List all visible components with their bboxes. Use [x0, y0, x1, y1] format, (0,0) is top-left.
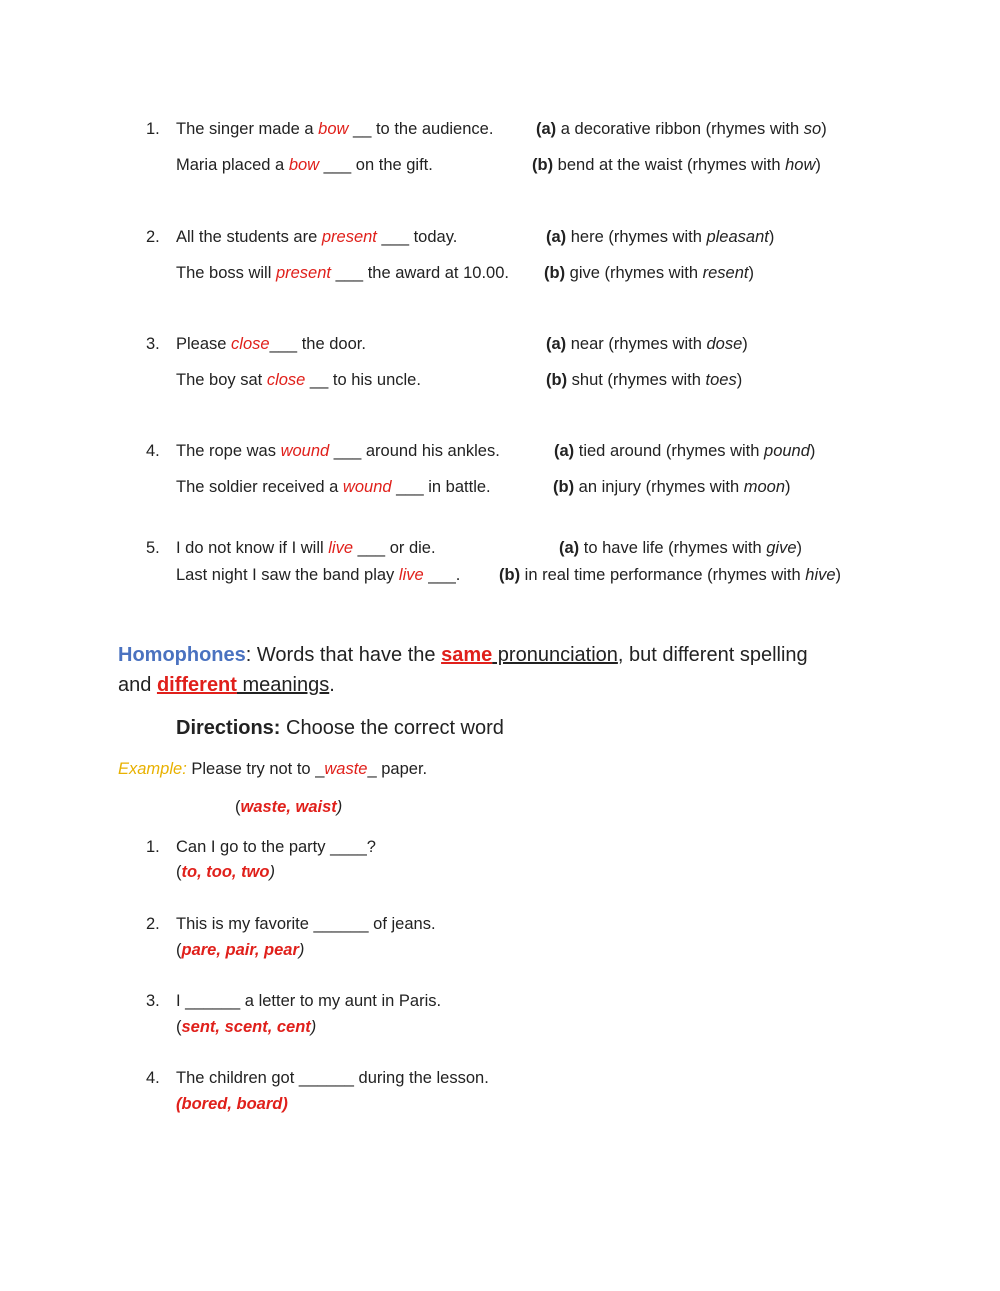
homophones-definition-line-1: Homophones: Words that have the same pronunciation, but different spelling: [118, 644, 808, 666]
sentence-1: I do not know if I will live ___ or die.: [176, 539, 436, 557]
item-number: 5.: [146, 539, 160, 557]
homograph-word: wound: [342, 478, 392, 496]
homophones-definition-line-2: and different meanings.: [118, 674, 335, 696]
homograph-word: bow: [288, 156, 320, 174]
item-number: 4.: [146, 1069, 160, 1087]
item-number: 1.: [146, 120, 160, 138]
exercise-sentence: I ______ a letter to my aunt in Paris.: [176, 992, 442, 1010]
item-number: 2.: [146, 915, 160, 933]
directions: Directions: Choose the correct word: [176, 717, 504, 739]
exercise-options: (to, too, two): [176, 863, 275, 881]
meaning-a: (a) a decorative ribbon (rhymes with so): [536, 120, 827, 138]
sentence-1: The rope was wound ___ around his ankles.: [176, 442, 500, 460]
item-number: 1.: [146, 838, 160, 856]
meaning-b: (b) an injury (rhymes with moon): [553, 478, 791, 496]
example-sentence: Example: Please try not to _waste_ paper.: [118, 760, 428, 778]
example-answer: waste: [324, 760, 368, 778]
homograph-word: present: [321, 228, 377, 246]
homograph-word: wound: [280, 442, 330, 460]
exercise-options: (bored, board): [176, 1095, 288, 1113]
sentence-1: The singer made a bow __ to the audience.: [176, 120, 494, 138]
homophones-term: Homophones: [118, 644, 246, 666]
homograph-word: close: [266, 371, 306, 389]
meaning-b: (b) bend at the waist (rhymes with how): [532, 156, 821, 174]
item-number: 3.: [146, 992, 160, 1010]
meaning-a: (a) tied around (rhymes with pound): [554, 442, 816, 460]
sentence-2: The boy sat close __ to his uncle.: [176, 371, 421, 389]
sentence-2: Last night I saw the band play live ___.: [176, 566, 461, 584]
sentence-2: The soldier received a wound ___ in battle.: [176, 478, 491, 496]
meaning-a: (a) here (rhymes with pleasant): [546, 228, 775, 246]
exercise-sentence: Can I go to the party ____?: [176, 838, 376, 856]
homograph-word: live: [398, 566, 424, 584]
homograph-word: close: [231, 335, 270, 353]
exercise-sentence: The children got ______ during the lesson.: [176, 1069, 489, 1087]
example-options: (waste, waist): [235, 798, 343, 816]
exercise-sentence: This is my favorite ______ of jeans.: [176, 915, 436, 933]
meaning-a: (a) to have life (rhymes with give): [559, 539, 803, 557]
sentence-1: All the students are present ___ today.: [176, 228, 458, 246]
sentence-2: The boss will present ___ the award at 10.00.: [176, 264, 509, 282]
meaning-b: (b) give (rhymes with resent): [544, 264, 754, 282]
homograph-word: live: [328, 539, 353, 557]
item-number: 4.: [146, 442, 160, 460]
exercise-options: (sent, scent, cent): [176, 1018, 317, 1036]
sentence-1: Please close___ the door.: [176, 335, 366, 353]
meaning-b: (b) shut (rhymes with toes): [546, 371, 743, 389]
item-number: 2.: [146, 228, 160, 246]
exercise-options: (pare, pair, pear): [176, 941, 305, 959]
item-number: 3.: [146, 335, 160, 353]
meaning-b: (b) in real time performance (rhymes with hive): [499, 566, 842, 584]
homograph-word: present: [275, 264, 331, 282]
meaning-a: (a) near (rhymes with dose): [546, 335, 748, 353]
sentence-2: Maria placed a bow ___ on the gift.: [176, 156, 433, 174]
homograph-word: bow: [318, 120, 349, 138]
